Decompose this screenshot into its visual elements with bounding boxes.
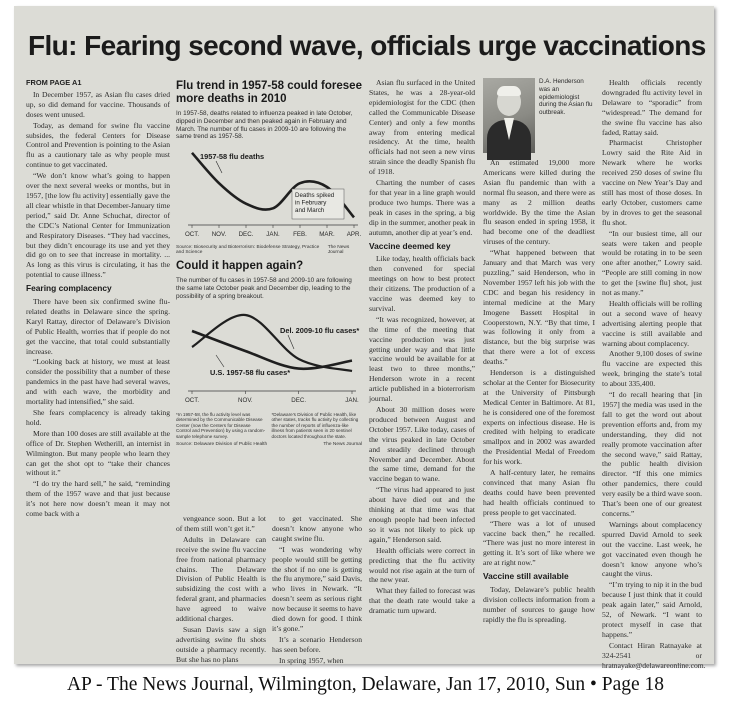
graphic-footnotes (176, 412, 362, 440)
footnote-left: *In 1957-58, the flu activity level was determined by the Communicable Disease Center (now the Centers for Disease Control and Prevention) by using a random-sample telephone survey. (176, 411, 266, 439)
subhead: Vaccine still available (483, 571, 569, 582)
paragraph: “Looking back at history, we must at least consider the possibility that a number of these pandemics in the past have had several waves, and with each wave, the morbidity and mortality had intensified,” she said. (26, 357, 170, 407)
paragraph: Warnings about complacency spurred David Arnold to seek out the vaccine. Last week, he got vaccinated even though he doesn’t know anyone who’s caught the virus. (602, 519, 702, 579)
paragraph: What they failed to forecast was that the death rate would take a dramatic turn upward. (369, 586, 475, 616)
x-tick-label: MAR. (319, 231, 335, 239)
paragraph: Susan Davis saw a sign advertising swine flu shots outside a pharmacy recently. But she has no plans (176, 624, 266, 664)
article-column-7 (602, 78, 706, 670)
paragraph: Pharmacist Christopher Lowry said the Rite Aid in Newark where he works received 250 doses of swine flu vaccine on New Year’s Day and still has most of those doses. In early October, customers came by in droves to get the seasonal flu shot. (602, 138, 702, 227)
paragraph: “What happened between that January and that March was very puzzling,” said Henderson, who in November 1957 left his job with the CDC and began his residency in internal medicine at the Mary Imogene Bassett Hospital in Cooperstown, N.Y. “By that time, I was following it only from a distance, but the big surprise was that there were a lot of excess deaths.” (483, 248, 595, 367)
paragraph: Today, as demand for swine flu vaccine subsides, the federal Centers for Disease Control and Prevention is pointing to the Asian flu as a cautionary tale as why people must continue to get vaccinated. (26, 120, 170, 170)
x-tick-label: DEC. (238, 231, 254, 239)
series-label-leader (216, 161, 222, 173)
paragraph: “I do recall hearing that [in 1957] the media was used in the fall to get the word out about prevention efforts and, from my understanding, they did not really promote vaccination after the second wave,” said Rattay, the public health division director. “If this one mimics other pandemics, there could very easily be a third wave soon. That’s been one of our greatest concerns.” (602, 390, 702, 518)
page-headline: Flu: Fearing second wave, officials urge vaccinations (28, 30, 706, 61)
henderson-photo (483, 78, 535, 153)
x-tick-label: NOV. (238, 396, 253, 404)
paragraph: An estimated 19,000 more Americans were killed during the Asian flu pandemic than with a normal flu season, and there were as many as 2 million deaths worldwide. By the time the Asian flu season ended in spring 1958, it had become one of the deadliest viruses of the century. (483, 158, 595, 247)
credit-source: Source: Delaware Division of Public Health (176, 441, 268, 447)
credit-source: Source: Biosecurity and Bioterrorism: Biodefense Strategy, Practice and Science (176, 245, 320, 256)
x-tick-label: OCT. (184, 396, 200, 404)
paragraph: to get vaccinated. She doesn’t know anyone who caught swine flu. (272, 514, 362, 543)
annotation-text: Deaths spiked (295, 192, 335, 200)
paragraph: Health officials will be rolling out a second wave of heavy advertising alerting people that vaccine is still available and warning about complacency. (602, 298, 702, 348)
paragraph: It’s a scenario Henderson has seen before. (272, 634, 362, 654)
paragraph: In December 1957, as Asian flu cases dried up, so did demand for vaccine. Thousands of doses went unused. (26, 89, 170, 119)
paragraph: Adults in Delaware can receive the swine flu vaccine free from national pharmacy chains. The Delaware Division of Public Health is subsidizing the cost with a federal grant, and pharmacies have agreed to waive additional charges. (176, 534, 266, 624)
series-label: Del. 2009-10 flu cases* (280, 325, 360, 335)
article-column-1 (26, 78, 170, 656)
x-tick-label: JAN. (266, 231, 280, 239)
series-label: 1957-58 flu deaths (200, 152, 265, 162)
paragraph: Health officials were correct in predicting that the flu activity would not rise again at the turn of the new year. (369, 545, 475, 585)
paragraph: Another 9,100 doses of swine flu vaccine are expected this week, bringing the state’s total to about 335,400. (602, 349, 702, 389)
paragraph: Like today, health officials back then convened for special meetings on how to best protect their citizens. The production of a vaccine was deemed key to survival. (369, 254, 475, 313)
footnote-right: *Delaware’s Division of Public Health, like other states, tracks flu activity by collecting the number of reports of influenza-like illness from patients seen in 20 sentinel doctors located throughout the state. (271, 411, 359, 439)
paragraph: There have been six confirmed swine flu-related deaths in Delaware since the spring. Karyl Rattay, director of Delaware’s Division of Public Health, worries that if people do not get the vaccine, that total could substantially increase. (26, 297, 170, 356)
photo-caption: D.A. Henderson was an epidemiologist during the Asian flu outbreak. (539, 78, 593, 117)
paragraph: Charting the number of cases for that year in a line graph would produce two humps. There was a peak in cases in the spring, a big dip in the summer, another peak in autumn, another dip at year’s end. (369, 178, 475, 237)
paragraph: “The virus had appeared to just about have died out and the thinking at that time was that enough people had been infected so it was not likely to pick up again,” Henderson said. (369, 485, 475, 544)
x-tick-label: FEB. (293, 231, 307, 239)
subhead: Fearing complacency (26, 283, 112, 294)
x-tick-label: OCT. (184, 231, 200, 239)
paragraph: “There was a lot of unused vaccine back then,” he recalled. “There was just no more interest in getting it. It’s sort of like where we are at right now.” (483, 518, 595, 568)
paragraph: “I was wondering why people would still be getting the shot if no one is getting the flu anymore,” said Davis, who lives in Newark. “It doesn’t seem as serious right now because it seems to have died down for good. I think it’s gone.” (272, 544, 362, 633)
paragraph: “I’m trying to nip it in the bud because I just think that it could peak again later,” said Arnold, 52, of Newark. “I want to protect myself in case that happens.” (602, 580, 702, 639)
x-tick-label: JAN. (345, 396, 359, 404)
series-label: U.S. 1957-58 flu cases* (210, 367, 291, 377)
graphic-description-2: The number of flu cases in 1957-58 and 2009-10 are following the same late October peak and December dip, leading to the possibility of a spring breakout. (176, 277, 352, 300)
article-column-6 (483, 158, 595, 656)
article-column-4 (272, 514, 362, 665)
series-line (192, 331, 352, 369)
graphic-title-1: Flu trend in 1957-58 could foresee more deaths in 2010 (176, 80, 362, 105)
paragraph: Health officials recently downgraded flu activity level in Delaware to “sporadic” from “widespread.” The demand for the swine flu vaccine has also faded, Rattay said. (602, 78, 702, 137)
chart-annotation (292, 189, 344, 219)
x-tick-label: NOV. (211, 231, 227, 239)
graphic-title-2: Could it happen again? (176, 260, 304, 273)
paragraph: A half-century later, he remains convinced that many Asian flu deaths could have been prevented had health officials continued to press people to get vaccinated. (483, 468, 595, 517)
photo-hair-shape (497, 86, 521, 96)
subhead: Vaccine deemed key (369, 240, 451, 251)
graphic-credit-2 (176, 442, 362, 447)
paragraph: Contact Hiran Ratnayake at 324-2541 or hratnayake@delawareonline.com. (602, 640, 706, 670)
article-column-5 (369, 78, 475, 656)
credit-paper: The News Journal (323, 441, 362, 447)
paragraph: Today, Delaware’s public health division collects information from a number of sources to gauge how rapidly the flu is spreading. (483, 585, 595, 624)
paragraph: “We don’t know what’s going to happen over the next several weeks or months, but in 1957, [the low flu activity] essentially gave the all clear whistle in that December-January time period,” said Dr. Anne Schuchat, director of the CDC’s National Center for Immunization and Respiratory Diseases. “They had vaccines, but they didn’t encourage its use and yet they did go on to see that increase in mortality. ... As long as this virus is circulating, it has the potential to cause illness.” (26, 171, 170, 280)
paragraph: “I do try the hard sell,” he said, “reminding them of the 1957 wave and that just because it’s not here now doesn’t mean it may not come back with a (26, 479, 170, 519)
graphic-credit-1 (176, 245, 362, 255)
flu-graphic (176, 78, 362, 513)
annotation-text: and March (295, 207, 325, 215)
x-tick-label: DEC. (291, 396, 307, 404)
deaths-line-chart (176, 143, 362, 245)
paragraph: “In our busiest time, all our seats were taken and people would be rotating in to be seen one after another,” Lowry said. “People are still coming in now to get the [swine flu] shot, just not as many.” (602, 228, 702, 298)
paragraph: She fears complacency is already taking hold. (26, 408, 170, 427)
series-label-leader (216, 355, 224, 367)
paragraph: More than 100 doses are still available at the office of Dr. Stephen Wetherill, an internist in Wilmington. But many people who learn they can get the shot opt to “take their chances without it.” (26, 428, 170, 478)
cases-line-chart (176, 303, 362, 409)
x-tick-label: APR. (346, 231, 362, 239)
newspaper-clipping (14, 6, 714, 670)
article-column-3 (176, 514, 266, 664)
graphic-description-1: In 1957-58, deaths related to influenza peaked in late October, dipped in December and then peaked again in February and March. The number of flu cases in 2009-10 are following the same trend as 1957-58. (176, 110, 353, 141)
paragraph: About 30 million doses were produced between August and October 1957. Like today, cases of the virus peaked in late October and steadily declined through November and December. About the same time, demand for the vaccine began to wane. (369, 405, 475, 484)
paragraph: In spring 1957, when (279, 655, 344, 665)
source-footer: AP - The News Journal, Wilmington, Delaware, Jan 17, 2010, Sun • Page 18 (66, 674, 665, 695)
paragraph: Henderson is a distinguished scholar at the Center for Biosecurity at the University of Pittsburgh Medical Center in Baltimore. At 81, he is considered one of the foremost experts on infectious disease. He is credited with helping to eradicate smallpox and in 2002 was awarded the Presidential Medal of Freedom for his work. (483, 368, 595, 467)
paragraph: Asian flu surfaced in the United States, he was a 28-year-old epidemiologist for the CDC (then called the Communicable Disease Center) and only a few months away from entering medical residency. At the time, health officials had not seen a new virus strain since the deadly Spanish flu of 1918. (369, 78, 475, 177)
paragraph: vengeance soon. But a lot of them still won’t get it.” (176, 514, 266, 533)
credit-paper: The News Journal (327, 245, 350, 256)
kicker-label: FROM PAGE A1 (26, 78, 82, 87)
series-label-leader (288, 335, 294, 349)
annotation-text: in February (295, 199, 327, 207)
paragraph: “It was recognized, however, at the time of the meeting that vaccine production was just getting under way and that little vaccine would be available for at least two to three months,” Henderson wrote in a recent article published in a bioterrorism journal. (369, 314, 475, 404)
